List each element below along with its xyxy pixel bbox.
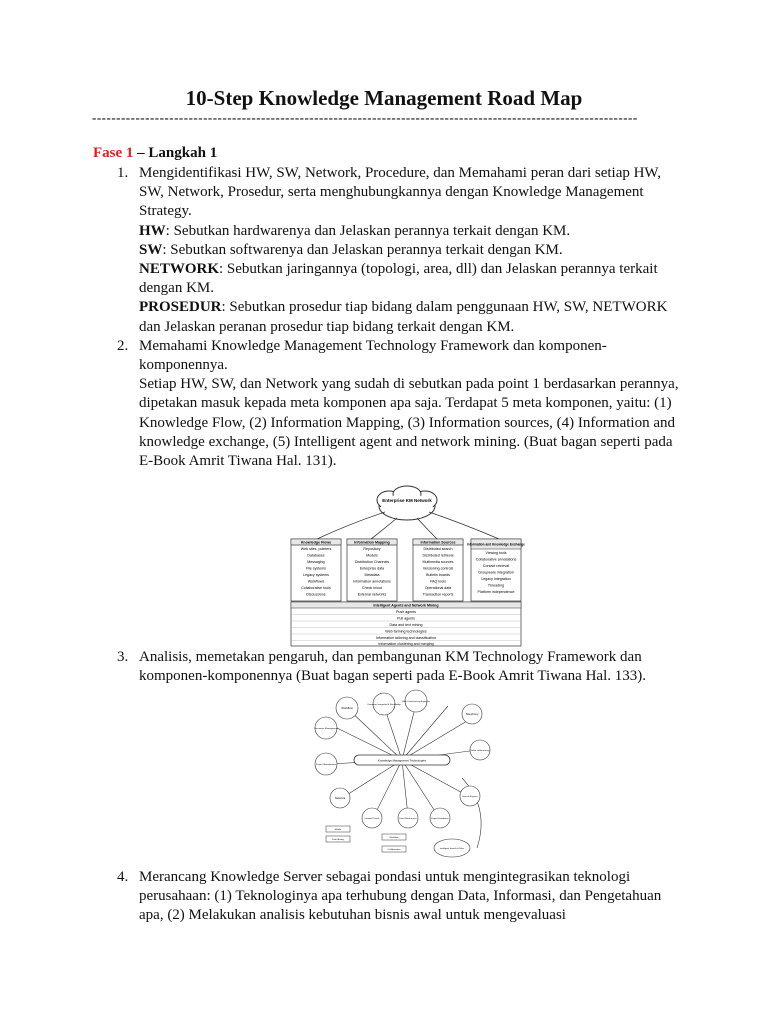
cell: Pull agents <box>397 616 415 621</box>
step-list-3 <box>117 868 679 926</box>
node-label: Video-conferencing <box>470 750 490 752</box>
item-number: 3. <box>117 649 129 665</box>
cell: Threading <box>487 583 505 588</box>
cell: Information clustering and merging <box>378 642 434 646</box>
item-procedure <box>139 298 679 336</box>
cell: Check in/out <box>362 586 382 590</box>
cell: Push agents <box>396 610 416 614</box>
box-label: Mobile <box>334 829 342 831</box>
cell: Platform independence <box>477 590 515 594</box>
km-technology-diagram <box>312 688 492 860</box>
procedure-label: PROSEDUR <box>139 299 222 316</box>
step-list-1 <box>117 164 679 471</box>
column-head-4: Information and Knowledge Exchange <box>467 542 525 547</box>
km-framework-figure <box>289 484 525 648</box>
step-list-2 <box>117 648 679 686</box>
cell: Distributed search <box>423 547 453 551</box>
box-label: Data Mining <box>332 839 344 841</box>
node-label: Web Conferencing Expertise <box>402 701 430 703</box>
sw-label: SW <box>139 241 163 258</box>
cloud-shape <box>377 486 437 520</box>
item-text-1: Memahami Knowledge Management Technology Framework dan komponen-komponennya. <box>139 337 607 374</box>
network-text: : Sebutkan jaringannya (topologi, area, dll) dan Jelaskan perannya terkait dengan KM. <box>139 261 658 297</box>
cell: Information annotations <box>353 579 391 584</box>
cell: Legacy systems <box>303 573 329 577</box>
item-number: 2. <box>117 337 129 354</box>
box-label: Collaboration <box>387 849 401 851</box>
item-text: Analisis, memetakan pengaruh, dan pembangunan KM Technology Framework dan komponen-komponennya (Buat bagan seperti pada E-Book Amrit Tiwana Hal. 133). <box>139 649 646 685</box>
column-head-3: Information Sources <box>420 540 456 545</box>
node-label: Search Engines <box>462 796 478 798</box>
cell: Discussions <box>306 592 326 597</box>
list-item <box>117 648 679 686</box>
network-label: NETWORK <box>139 261 220 278</box>
list-item <box>117 337 679 471</box>
node-label: Intelligent Search & Filter <box>439 848 465 850</box>
cell: Legacy integration <box>481 577 511 581</box>
bottom-head: Intelligent Agents and Network Mining <box>373 603 439 608</box>
cell: Contact retrieval <box>482 564 510 568</box>
phase-heading <box>93 145 217 162</box>
cell: Information tailoring and classification <box>376 636 436 640</box>
cell: Multimedia sources <box>422 560 454 564</box>
cell: Viewing tools <box>485 551 507 555</box>
list-item <box>117 164 679 337</box>
column-head-1: Knowledge Flows <box>300 540 332 545</box>
cell: Metadata <box>364 573 380 577</box>
cell: Distributed retrieval <box>422 553 454 558</box>
hw-label: HW <box>139 222 166 239</box>
node-label: Workflow <box>341 706 353 710</box>
box-label: Workflow <box>389 837 399 839</box>
column-head-2: Information Mapping <box>354 540 390 545</box>
item-intro: Mengidentifikasi HW, SW, Network, Procedure, dan Memahami peran dari setiap HW, SW, Network, Prosedur, serta menghubungkannya dengan Knowledge Management Strategy. <box>139 165 661 220</box>
cell: Transaction reports <box>422 592 454 597</box>
node-label: Expert Databases <box>431 818 449 820</box>
phase-step: – Langkah 1 <box>133 145 218 161</box>
node-label: Intranet Portals <box>364 818 380 820</box>
title-divider: ----------------------------------------------------------------------------------------------------------------- <box>92 110 638 125</box>
item-text: Merancang Knowledge Server sebagai pondasi untuk mengintegrasikan teknologi perusahaan: (1) Teknologinya apa terhubung dengan Data, Informasi, dan Pengetahuan apa, (2) Melakukan analisis kebutuhan bisnis awal untuk mengevaluasi <box>139 869 662 924</box>
node-label: Telephony <box>465 712 479 716</box>
cell: Distribution Channels <box>354 560 390 564</box>
cell: Operational data <box>424 586 452 590</box>
node-label: Data Warehouses <box>399 818 417 820</box>
node-label: Network <box>334 796 346 800</box>
node-label: Computer Integrated & Knowledge <box>367 704 401 706</box>
cell: Enterprise data <box>359 566 385 571</box>
cell: Databases <box>307 553 325 558</box>
cell: Groupware integration <box>478 570 514 575</box>
item-sw <box>139 241 679 260</box>
phase-label: Fase 1 <box>93 145 134 161</box>
cell: Versioning controls <box>422 566 454 571</box>
node-label: Project Management <box>315 764 337 766</box>
cell: Repository <box>363 547 381 551</box>
cell: File systems <box>306 566 326 571</box>
procedure-text: : Sebutkan prosedur tiap bidang dalam penggunaan HW, SW, NETWORK dan Jelaskan peranan prosedur tiap bidang terkait dengan KM. <box>139 299 668 335</box>
item-text-2: Setiap HW, SW, dan Network yang sudah di sebutkan pada point 1 berdasarkan perannya, dipetakan masuk kepada meta komponen apa saja. Terdapat 5 meta komponen, yaitu: (1) Knowledge Flow, (2) Information Mapping, (3) Information sources, (4) Information and knowledge exchange, (5) Intelligent agent and network mining. (Buat bagan seperti pada E-Book Amrit Tiwana Hal. 131). <box>139 376 679 470</box>
cell: Collaborative tools <box>301 586 331 590</box>
item-number: 4. <box>117 869 129 885</box>
cell: Web sites, pointers <box>300 547 332 551</box>
node-label: Document Management <box>314 728 338 730</box>
hw-text: : Sebutkan hardwarenya dan Jelaskan perannya terkait dengan KM. <box>165 222 571 239</box>
cell: External networks <box>357 592 387 597</box>
page-title: 10-Step Knowledge Management Road Map <box>185 86 583 110</box>
cell: Data and text mining <box>389 623 423 627</box>
cell: Bulletin boards <box>426 573 450 577</box>
list-item <box>117 868 679 926</box>
cell: Models <box>366 553 378 558</box>
cloud-label: Enterprise KM Network <box>382 498 432 503</box>
cell: Messaging <box>307 560 325 564</box>
sw-text: : Sebutkan softwarenya dan Jelaskan perannya terkait dengan KM. <box>162 241 563 258</box>
cell: Web farming technologies <box>385 629 427 634</box>
cell: Workflows <box>307 579 325 584</box>
item-hw <box>139 222 679 241</box>
center-label: Knowledge Management Technologies <box>378 758 426 763</box>
item-network <box>139 260 679 298</box>
item-number: 1. <box>117 165 129 181</box>
cell: Collaborative annotations <box>475 557 517 562</box>
cell: FAQ tools <box>430 579 446 584</box>
